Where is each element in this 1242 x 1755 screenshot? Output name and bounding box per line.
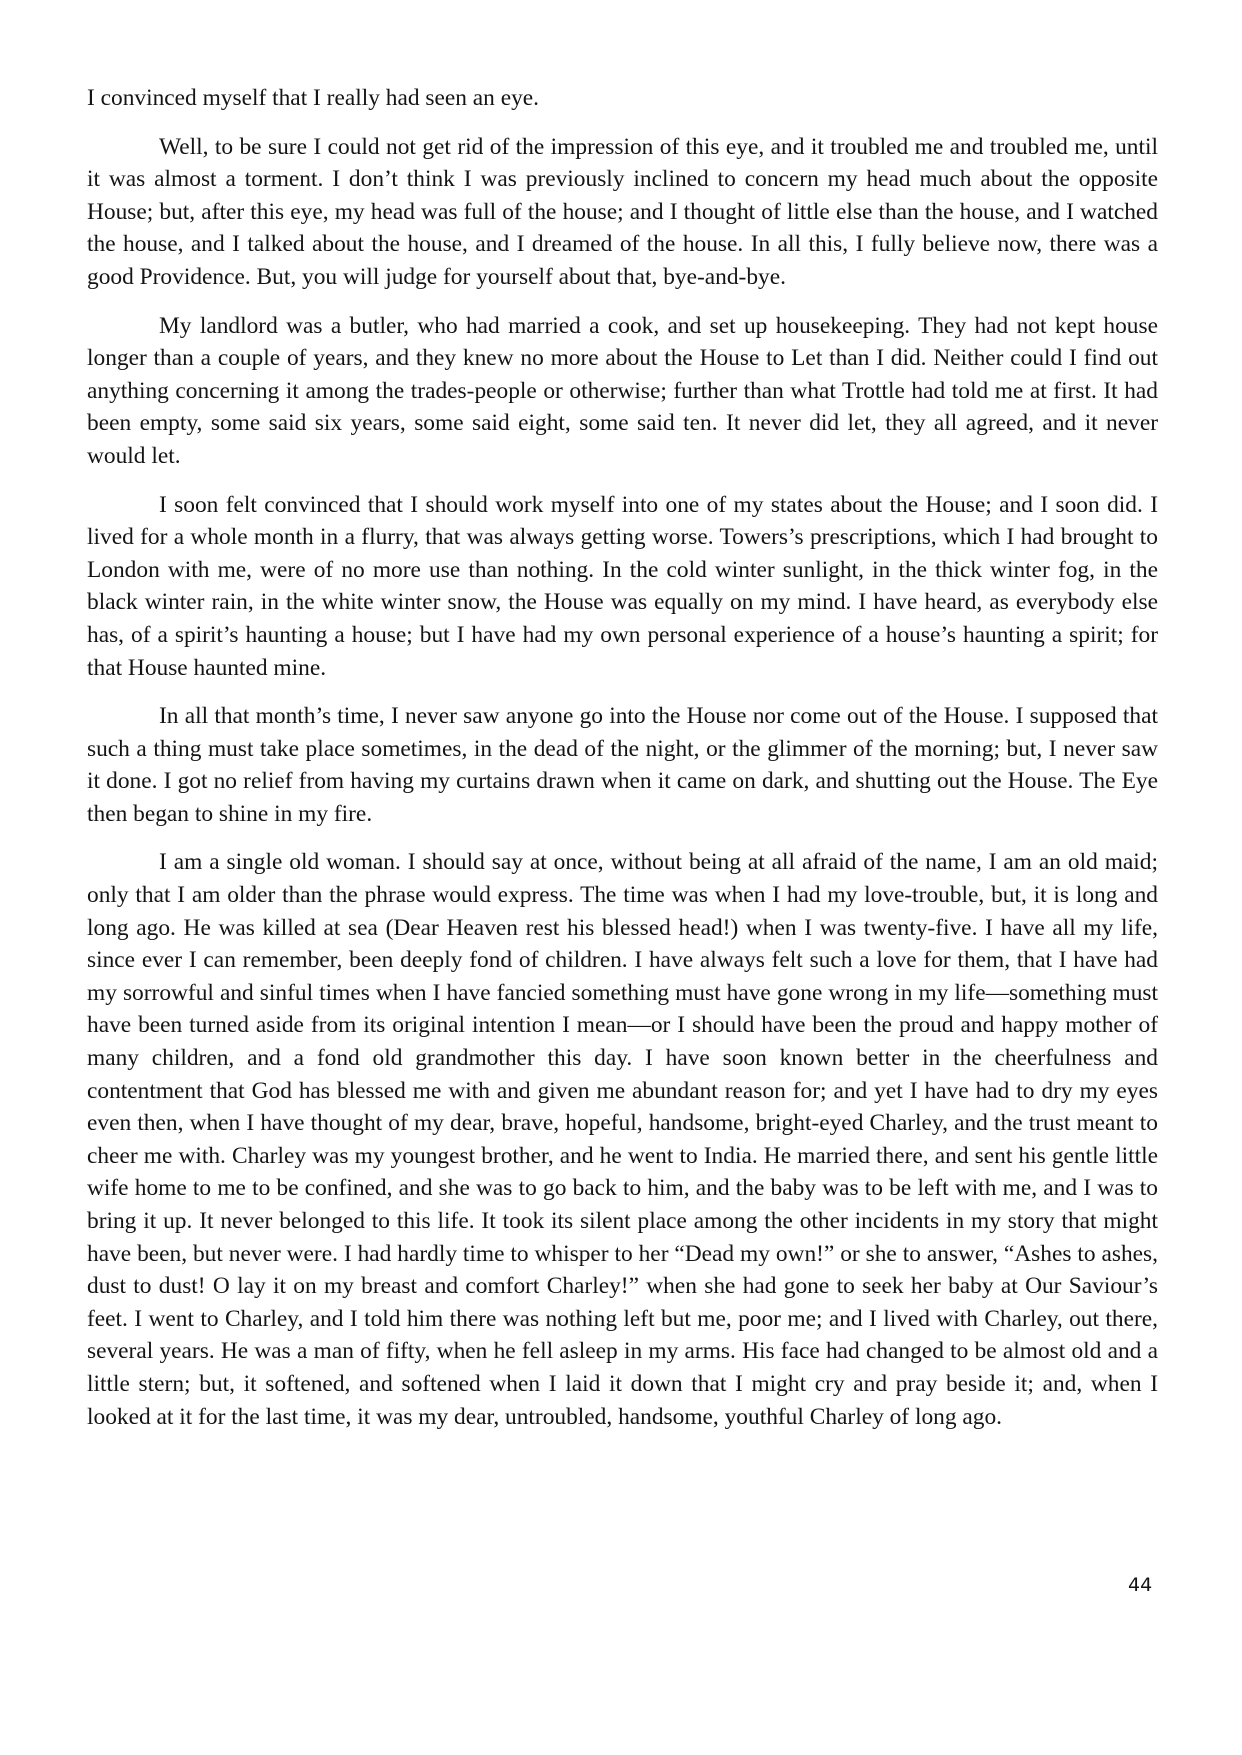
paragraph: I soon felt convinced that I should work myself into one of my states about the House; and I soon did. I lived for a whole month in a flurry, that was always getting worse. Towers’s prescriptions, which I had brought to London with me, were of no more use than nothing. In the cold winter sunlight, in the thick winter fog, in the black winter rain, in the white winter snow, the House was equally on my mind. I have heard, as everybody else has, of a spirit’s haunting a house; but I have had my own personal experience of a house’s haunting a spirit; for that House haunted mine.	[87, 491, 1158, 681]
paragraph: Well, to be sure I could not get rid of the impression of this eye, and it troubled me and troubled me, until it was almost a torment. I don’t think I was previously inclined to concern my head much about the opposite House; but, after this eye, my head was full of the house; and I thought of little else than the house, and I watched the house, and I talked about the house, and I dreamed of the house. In all this, I fully believe now, there was a good Providence. But, you will judge for yourself about that, bye-and-bye.	[87, 133, 1158, 290]
paragraph: My landlord was a butler, who had married a cook, and set up housekeeping. They had not kept house longer than a couple of years, and they knew no more about the House to Let than I did. Neither could I find out anything concerning it among the trades-people or otherwise; further than what Trottle had told me at first. It had been empty, some said six years, some said eight, some said ten. It never did let, they all agreed, and it never would let.	[87, 312, 1158, 469]
document-page	[87, 82, 1158, 1449]
paragraph: I am a single old woman. I should say at once, without being at all afraid of the name, I am an old maid; only that I am older than the phrase would express. The time was when I had my love-trouble, but, it is long and long ago. He was killed at sea (Dear Heaven rest his blessed head!) when I was twenty-five. I have all my life, since ever I can remember, been deeply fond of children. I have always felt such a love for them, that I have had my sorrowful and sinful times when I have fancied something must have gone wrong in my life—something must have been turned aside from its original intention I mean—or I should have been the proud and happy mother of many children, and a fond old grandmother this day. I have soon known better in the cheerfulness and contentment that God has blessed me with and given me abundant reason for; and yet I have had to dry my eyes even then, when I have thought of my dear, brave, hopeful, handsome, bright-eyed Charley, and the trust meant to cheer me with. Charley was my youngest brother, and he went to India. He married there, and sent his gentle little wife home to me to be confined, and she was to go back to him, and the baby was to be left with me, and I was to bring it up. It never belonged to this life. It took its silent place among the other incidents in my story that might have been, but never were. I had hardly time to whisper to her “Dead my own!” or she to answer, “Ashes to ashes, dust to dust! O lay it on my breast and comfort Charley!” when she had gone to seek her baby at Our Saviour’s feet. I went to Charley, and I told him there was nothing left but me, poor me; and I lived with Charley, out there, several years. He was a man of fifty, when he fell asleep in my arms. His face had changed to be almost old and a little stern; but, it softened, and softened when I laid it down that I might cry and pray beside it; and, when I looked at it for the last time, it was my dear, untroubled, handsome, youthful Charley of long ago.	[87, 849, 1158, 1430]
paragraph: In all that month’s time, I never saw anyone go into the House nor come out of the House. I supposed that such a thing must take place sometimes, in the dead of the night, or the glimmer of the morning; but, I never saw it done. I got no relief from having my curtains drawn when it came on dark, and shutting out the House. The Eye then began to shine in my fire.	[87, 703, 1158, 827]
page-number: 44	[1128, 1574, 1153, 1596]
paragraph: I convinced myself that I really had seen an eye.	[87, 85, 540, 111]
